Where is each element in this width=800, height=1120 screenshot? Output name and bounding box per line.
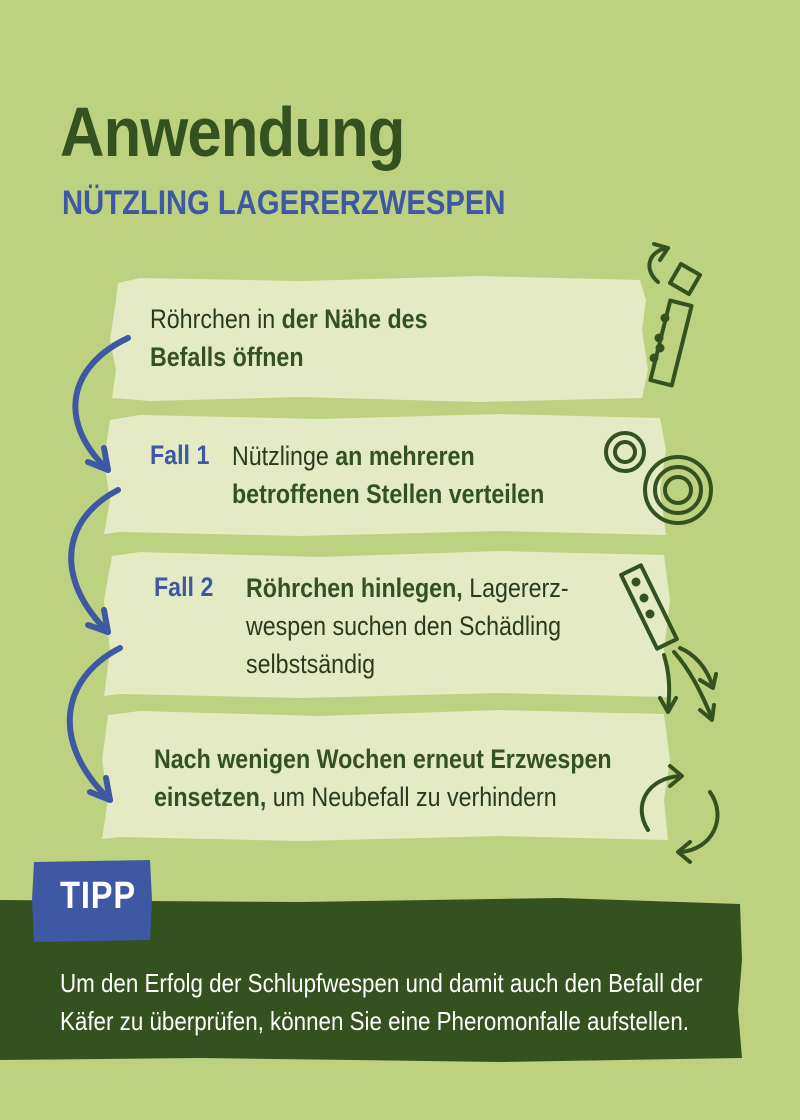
page-subtitle: NÜTZLING LAGERERZWESPEN xyxy=(62,184,506,222)
step-4-line2-bold: einsetzen, xyxy=(154,782,267,812)
step-2-line1-bold: an mehreren xyxy=(335,441,475,471)
step-3-line1-bold: Röhrchen hinlegen, xyxy=(246,573,463,603)
tube-open-icon xyxy=(649,244,700,385)
step-4-line1-bold: Nach wenigen Wochen erneut Erzwespen xyxy=(154,744,612,774)
step-4-line2-regular: um Neubefall zu verhindern xyxy=(266,782,557,812)
step-3-text xyxy=(246,569,569,683)
step-2-line2-bold: betroffenen Stellen verteilen xyxy=(232,479,545,509)
step-1-line1-bold: der Nähe des xyxy=(281,304,428,334)
step-2-line1-regular: Nützlinge xyxy=(232,441,336,471)
step-3-label: Fall 2 xyxy=(154,572,214,602)
page-title: Anwendung xyxy=(60,93,405,171)
step-3-line2: wespen suchen den Schädling xyxy=(246,611,562,641)
step-3-line1-regular: Lagererz- xyxy=(462,573,569,603)
tipp-line-2: Käfer zu überprüfen, können Sie eine Pheromonfalle aufstellen. xyxy=(60,1006,689,1036)
step-2-text xyxy=(232,437,544,513)
tipp-line-1: Um den Erfolg der Schlupfwespen und damit auch den Befall der xyxy=(60,968,703,998)
step-3-line3: selbstsändig xyxy=(246,649,376,679)
step-4-text xyxy=(154,740,612,816)
step-2-label: Fall 1 xyxy=(150,440,210,470)
step-1-line2-bold: Befalls öffnen xyxy=(150,342,304,372)
tipp-label: TIPP xyxy=(60,875,137,917)
step-1-line1-regular: Röhrchen in xyxy=(150,304,282,334)
step-1-text xyxy=(150,300,427,376)
tipp-text xyxy=(60,964,714,1040)
